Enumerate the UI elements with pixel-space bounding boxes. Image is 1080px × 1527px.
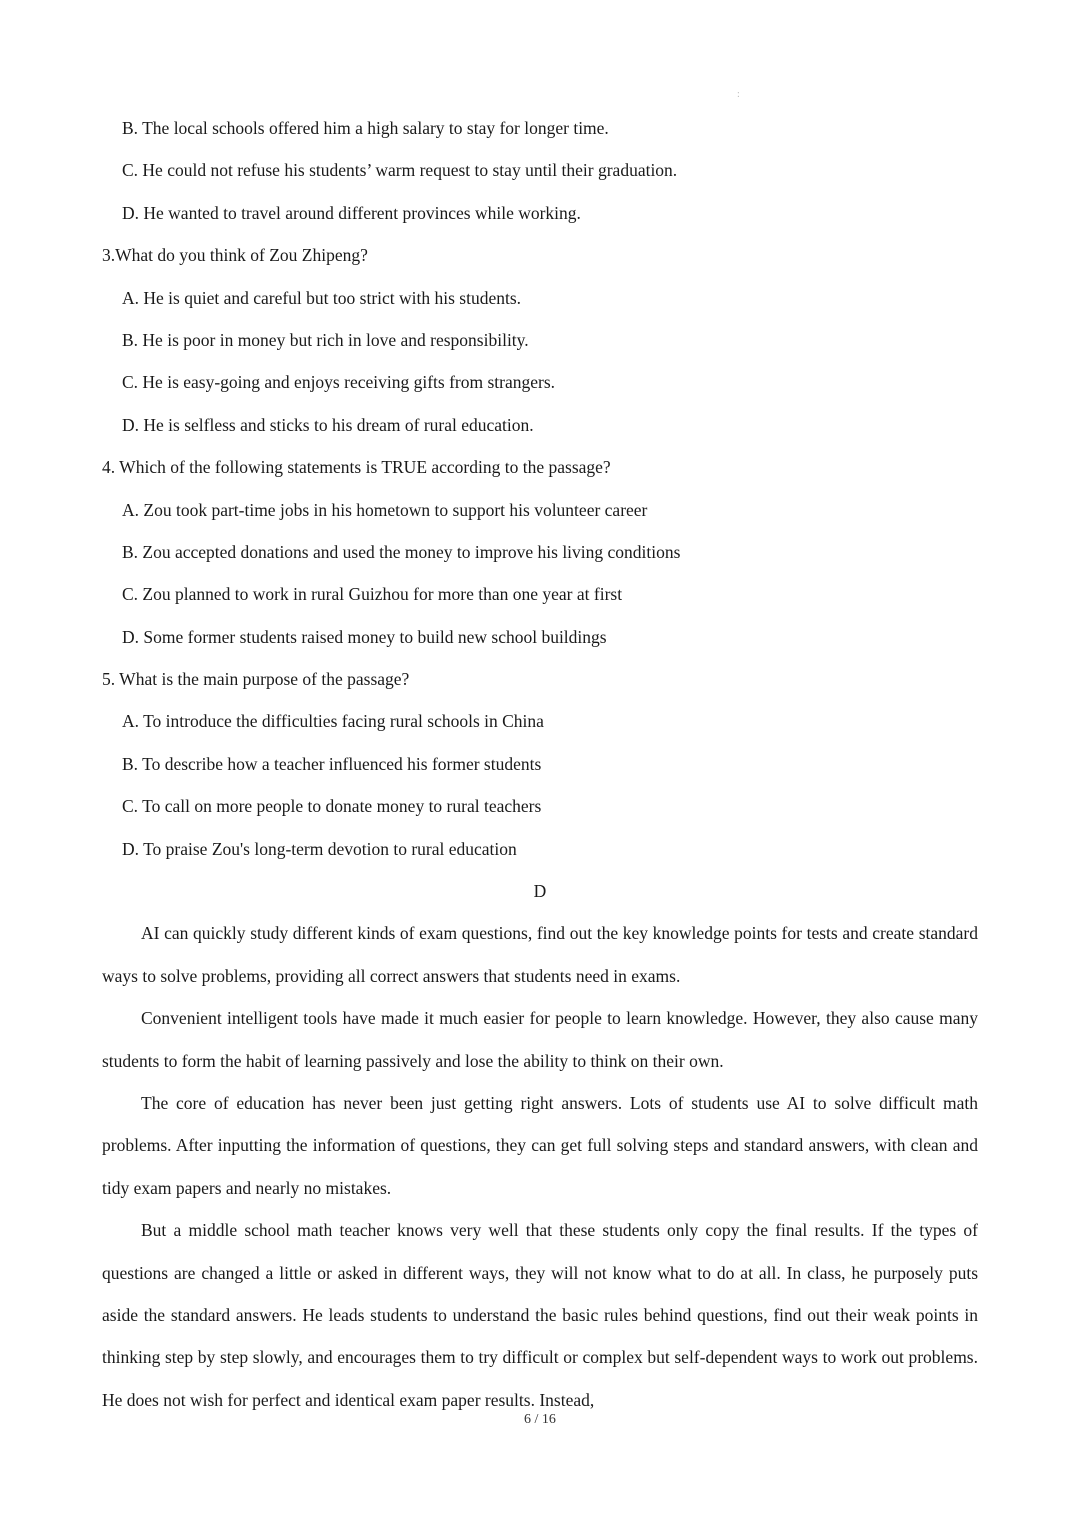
question-5-option-b: B. To describe how a teacher influenced his former students (122, 753, 542, 774)
scan-mark: : (737, 89, 740, 100)
question-3-option-c: C. He is easy-going and enjoys receiving gifts from strangers. (122, 372, 556, 393)
question-2-options-continued (0, 107, 1080, 234)
passage-paragraph-1: AI can quickly study different kinds of exam questions, find out the key knowledge points for tests and create standard ways to solve problems, providing all correct answers that students need in exams. (102, 923, 978, 986)
question-2-option-b: B. The local schools offered him a high salary to stay for longer time. (122, 118, 609, 138)
question-5 (0, 658, 1080, 870)
page-content (0, 107, 1080, 1421)
question-4-option-d: D. Some former students raised money to build new school buildings (122, 626, 607, 647)
question-2-option-d: D. He wanted to travel around different provinces while working. (122, 202, 581, 223)
question-3-option-d: D. He is selfless and sticks to his dream of rural education. (122, 414, 534, 435)
question-3 (0, 234, 1080, 446)
question-3-option-b: B. He is poor in money but rich in love and responsibility. (122, 329, 529, 350)
question-5-stem: 5. What is the main purpose of the passage? (102, 669, 410, 690)
question-4 (0, 446, 1080, 658)
page-number: 6 / 16 (524, 1412, 556, 1427)
question-4-option-c: C. Zou planned to work in rural Guizhou for more than one year at first (122, 584, 623, 605)
passage-paragraph-3: The core of education has never been just getting right answers. Lots of students use AI to solve difficult math problems. After inputting the information of questions, they can get full solving steps and standard answers, with clean and tidy exam papers and nearly no mistakes. (102, 1093, 978, 1198)
question-2-option-c: C. He could not refuse his students’ warm request to stay until their graduation. (122, 160, 678, 181)
question-3-stem: 3.What do you think of Zou Zhipeng? (102, 245, 368, 266)
question-5-option-c: C. To call on more people to donate money to rural teachers (122, 796, 542, 817)
passage-paragraph-4: But a middle school math teacher knows very well that these students only copy the final results. If the types of questions are changed a little or asked in different ways, they will not know what to do at all. In class, he purposely puts aside the standard answers. He leads students to understand the basic rules behind questions, find out their weak points in thinking step by step slowly, and encourages them to try difficult or complex but self-dependent ways to work out problems. He does not wish for perfect and identical exam paper results. Instead, (102, 1220, 978, 1410)
question-5-option-a: A. To introduce the difficulties facing rural schools in China (122, 711, 544, 732)
question-3-option-a: A. He is quiet and careful but too strict with his students. (122, 287, 522, 308)
question-4-stem: 4. Which of the following statements is TRUE according to the passage? (102, 457, 611, 478)
section-d-title: D (533, 881, 547, 902)
question-4-option-a: A. Zou took part-time jobs in his hometown to support his volunteer career (122, 499, 648, 520)
question-4-option-b: B. Zou accepted donations and used the money to improve his living conditions (122, 541, 681, 562)
passage-paragraph-2: Convenient intelligent tools have made it much easier for people to learn knowledge. However, they also cause many students to form the habit of learning passively and lose the ability to think on their own. (102, 1008, 978, 1071)
section-d (0, 870, 1080, 1421)
question-5-option-d: D. To praise Zou's long-term devotion to rural education (122, 838, 517, 859)
